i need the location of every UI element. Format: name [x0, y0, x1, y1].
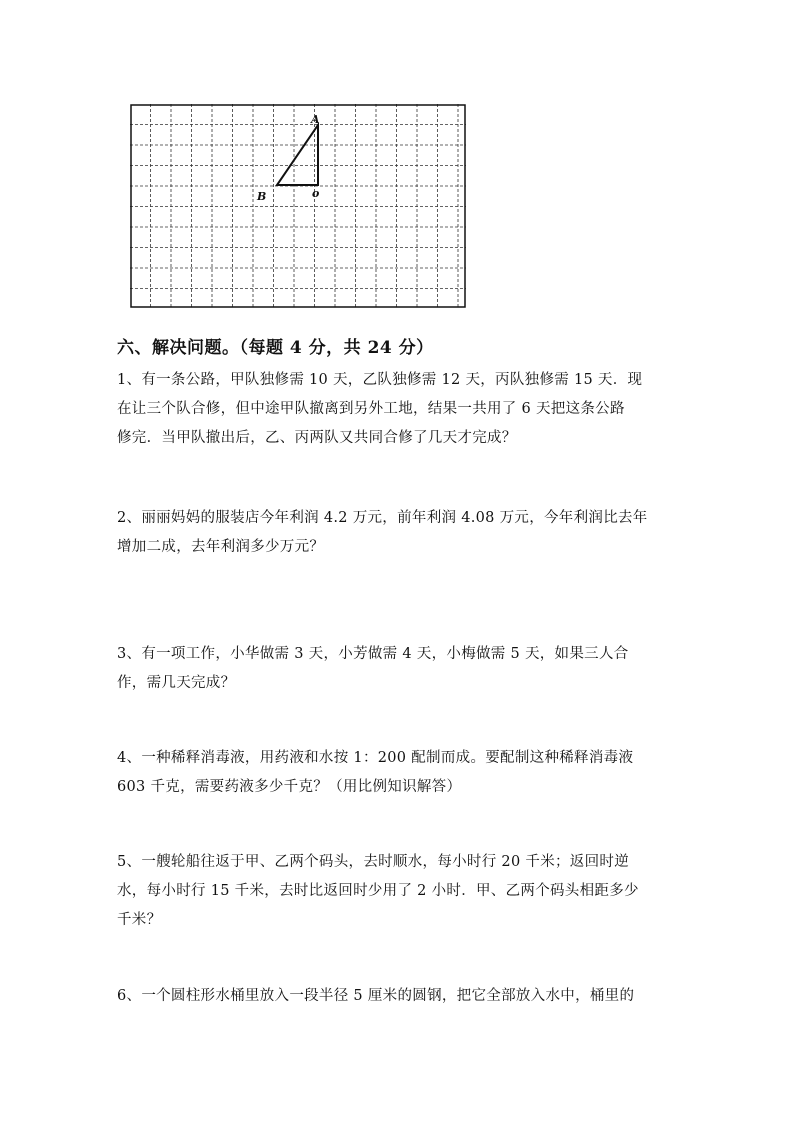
triangle-abo [277, 125, 318, 185]
point-a-label: A [311, 113, 320, 126]
problem-4: 4、一种稀释消毒液，用药液和水按 1：200 配制而成。要配制这种稀释消毒液 603 千克，需要药液多少千克？（用比例知识解答） [117, 750, 634, 795]
point-o-label: o [312, 187, 320, 200]
grid-border [131, 105, 465, 307]
problem-6: 6、一个圆柱形水桶里放入一段半径 5 厘米的圆钢，把它全部放入水中，桶里的 [117, 988, 635, 1004]
problem-2: 2、丽丽妈妈的服装店今年利润 4.2 万元，前年利润 4.08 万元，今年利润比去年 增加二成，去年利润多少万元？ [117, 510, 648, 555]
point-b-label: B [257, 190, 267, 203]
triangle-grid [130, 104, 466, 308]
grid-figure [130, 104, 466, 308]
problem-3: 3、有一项工作，小华做需 3 天，小芳做需 4 天，小梅做需 5 天，如果三人合 作，需几天完成？ [117, 646, 629, 691]
grid-lines [130, 104, 466, 308]
section-title: 六、解决问题。（每题 4 分，共 24 分） [117, 338, 434, 358]
problem-1: 1、有一条公路，甲队独修需 10 天，乙队独修需 12 天，丙队独修需 15 天．现 在让三个队合修，但中途甲队撤离到另外工地，结果一共用了 6 天把这条公路 修完．当甲队撤出后，乙、丙两队又共同合修了几天才完成？ [117, 372, 643, 446]
problem-5: 5、一艘轮船往返于甲、乙两个码头，去时顺水，每小时行 20 千米；返回时逆 水，每小时行 15 千米，去时比返回时少用了 2 小时．甲、乙两个码头相距多少 千米？ [117, 854, 639, 928]
